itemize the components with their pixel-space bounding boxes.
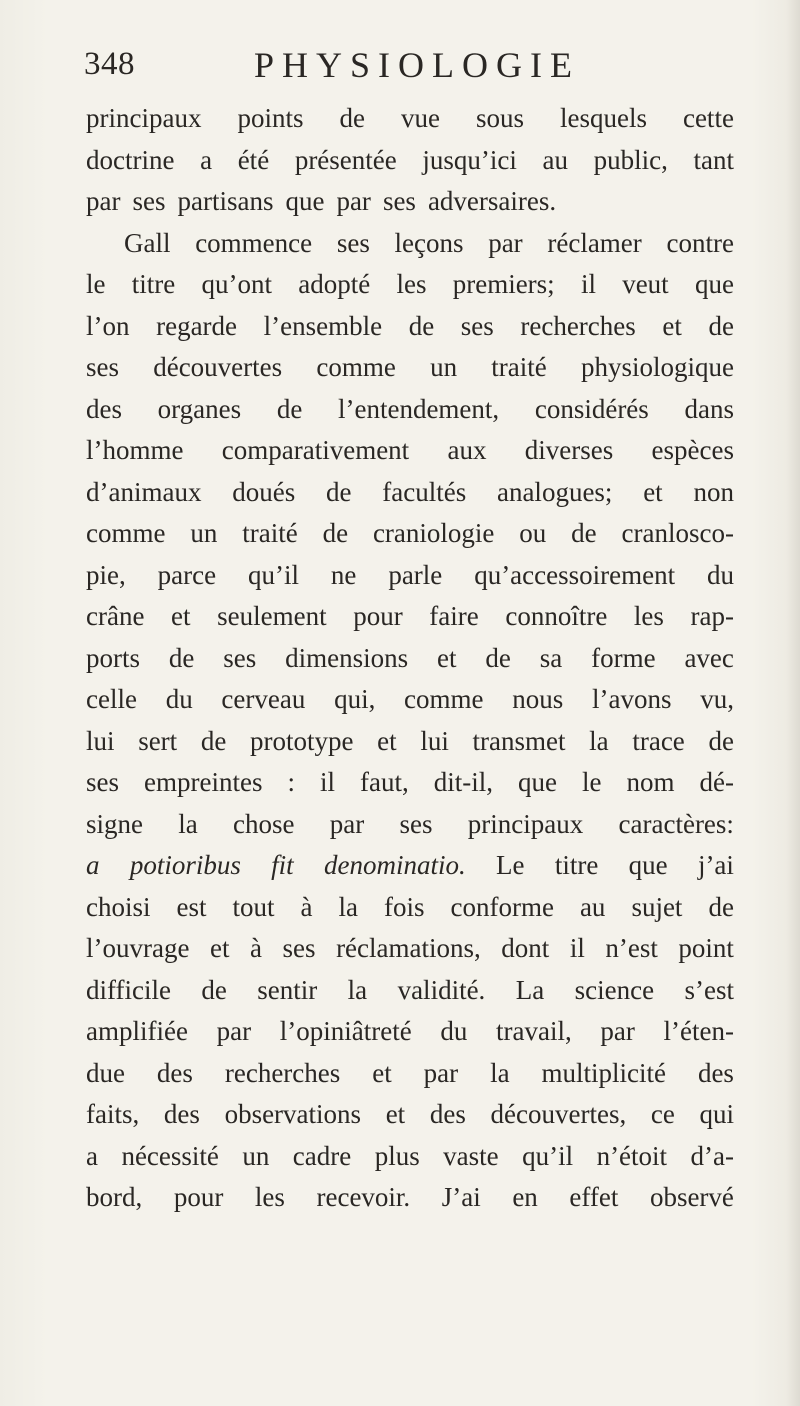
word: un: [430, 352, 458, 382]
word: par: [600, 1016, 635, 1046]
text-line: [86, 845, 734, 887]
word: et: [385, 1099, 406, 1129]
word: amplifiée: [86, 1016, 188, 1046]
word: effet: [569, 1182, 619, 1212]
word: ses: [132, 186, 166, 216]
word: un: [190, 518, 218, 548]
word: multiplicité: [541, 1057, 666, 1088]
word: vue: [400, 103, 440, 133]
text-line: [86, 1094, 734, 1136]
word: il: [569, 933, 585, 963]
word: seulement: [217, 601, 327, 631]
word: connoître: [505, 601, 608, 631]
word: pour: [353, 601, 403, 631]
word: vu,: [700, 684, 734, 714]
word: des: [163, 1099, 200, 1129]
word: de: [322, 518, 349, 548]
word: l’ouvrage: [86, 933, 190, 963]
word: le: [86, 269, 106, 299]
text-line: [86, 1177, 734, 1219]
word: recevoir.: [316, 1182, 411, 1212]
body-text: [86, 98, 734, 1219]
page-edge-shadow: [786, 0, 800, 1406]
word: prototype: [250, 725, 354, 756]
word: plus: [374, 1140, 420, 1171]
word: lesquels: [559, 103, 647, 133]
word: sert: [138, 725, 178, 756]
word: de: [571, 518, 597, 548]
word: découvertes,: [490, 1099, 627, 1129]
word: des: [697, 1057, 734, 1088]
word: du: [440, 1016, 468, 1046]
word: doués: [232, 476, 296, 507]
word: n’étoit: [596, 1140, 668, 1171]
word: contre: [666, 227, 734, 258]
word: analogues;: [496, 476, 613, 507]
word: dans: [684, 393, 734, 424]
word: est: [176, 891, 207, 922]
word: ports: [86, 642, 140, 673]
word: cerveau: [221, 684, 306, 714]
word: que: [285, 186, 325, 216]
word: à: [250, 933, 262, 963]
word: et: [372, 1057, 392, 1088]
text-line: [86, 306, 734, 348]
word: veut: [622, 269, 669, 299]
word: observé: [649, 1182, 734, 1212]
word: l’éten-: [663, 1016, 734, 1046]
text-line: [86, 472, 734, 514]
word: du: [707, 559, 734, 590]
word: La: [515, 974, 545, 1005]
word: par: [488, 227, 523, 258]
word: conforme: [450, 891, 554, 922]
word: ses: [336, 227, 370, 258]
word: d’a-: [690, 1140, 734, 1171]
word: espèces: [651, 435, 734, 465]
text-line: [86, 264, 734, 306]
word: ses: [399, 808, 433, 839]
text-line: [86, 721, 734, 763]
word: qui,: [334, 684, 376, 714]
word: la: [178, 808, 198, 839]
word: cadre: [292, 1140, 352, 1171]
word: J’ai: [441, 1182, 481, 1212]
word: a: [200, 144, 213, 175]
word: j’ai: [697, 850, 734, 880]
word: et: [662, 310, 682, 341]
word: l’opiniâtreté: [279, 1016, 412, 1046]
word: qu’ont: [201, 269, 272, 299]
word: dimensions: [285, 642, 409, 673]
word: au: [579, 891, 606, 922]
word: comme: [316, 352, 396, 382]
word: vaste: [443, 1140, 499, 1171]
word: partisans: [177, 186, 274, 216]
word: trace: [632, 725, 685, 756]
text-line: [86, 804, 734, 846]
word: parle: [388, 559, 443, 590]
word: et: [171, 601, 191, 631]
word: de: [485, 642, 511, 673]
text-line: [86, 970, 734, 1012]
word: pour: [173, 1182, 224, 1212]
word: cranlosco-: [621, 518, 734, 548]
text-line: [86, 762, 734, 804]
word: réclamations,: [336, 933, 481, 963]
word: l’on: [86, 310, 130, 341]
word: traité: [491, 352, 547, 382]
word: ses: [86, 352, 119, 382]
word: qui: [699, 1099, 734, 1129]
text-line: [86, 596, 734, 638]
word: principaux: [86, 103, 202, 133]
word: par: [216, 1016, 252, 1046]
word: ne: [330, 559, 357, 590]
word: faut,: [360, 767, 409, 797]
word: qu’il: [248, 559, 300, 590]
word: à: [300, 891, 313, 922]
word: non: [693, 476, 734, 507]
word: craniologie: [372, 518, 495, 548]
word: tout: [232, 891, 275, 922]
word: tant: [693, 144, 734, 175]
word: de: [708, 310, 734, 341]
word: physiologique: [580, 352, 734, 382]
word: due: [86, 1057, 125, 1088]
word: denominatio.: [323, 850, 466, 880]
word: par: [336, 186, 371, 216]
word: :: [287, 767, 295, 797]
word: faits,: [86, 1099, 140, 1129]
word: bord,: [86, 1182, 143, 1212]
word: a: [86, 1140, 98, 1171]
word: qu’accessoirement: [474, 559, 676, 590]
word: sa: [539, 642, 563, 673]
word: que: [628, 850, 668, 880]
word: découvertes: [153, 352, 283, 382]
word: et: [209, 933, 230, 963]
word: regarde: [156, 310, 238, 341]
page-number: 348: [84, 46, 135, 82]
word: ce: [650, 1099, 675, 1129]
word: et: [643, 476, 663, 507]
word: dit-il,: [433, 767, 493, 797]
word: diverses: [524, 435, 614, 465]
text-line: [86, 638, 734, 680]
word: fois: [384, 891, 425, 922]
word: transmet: [472, 725, 566, 756]
word: empreintes: [144, 767, 263, 797]
word: des: [156, 1057, 193, 1088]
text-line: [86, 140, 734, 182]
text-line: [86, 98, 734, 140]
word: en: [512, 1182, 538, 1212]
text-line: [86, 430, 734, 472]
word: lui: [86, 725, 115, 756]
word: dont: [501, 933, 550, 963]
word: de: [276, 393, 303, 424]
word: pie,: [86, 559, 126, 590]
word: l’ensemble: [263, 310, 383, 341]
word: nous: [512, 684, 564, 714]
word: ou: [519, 518, 547, 548]
word: choisi: [86, 891, 151, 922]
word: nom: [626, 767, 675, 797]
word: adopté: [298, 269, 371, 299]
word: chose: [233, 808, 295, 839]
word: été: [237, 144, 270, 175]
word: premiers;: [452, 269, 555, 299]
word: ses: [382, 186, 416, 216]
word: n’est: [605, 933, 658, 963]
word: crâne: [86, 601, 145, 631]
word: recherches: [520, 310, 636, 341]
text-line: [86, 887, 734, 929]
word: parce: [157, 559, 217, 590]
word: de: [326, 476, 352, 507]
word: la: [589, 725, 609, 756]
word: par: [423, 1057, 459, 1088]
word: un: [242, 1140, 270, 1171]
word: ses: [223, 642, 257, 673]
word: de: [339, 103, 365, 133]
word: points: [237, 103, 304, 133]
word: l’homme: [86, 435, 184, 465]
word: l’avons: [591, 684, 672, 714]
word: difficile: [86, 974, 171, 1005]
word: principaux: [467, 808, 584, 839]
word: de: [200, 725, 227, 756]
word: les: [633, 601, 664, 631]
text-line: [86, 555, 734, 597]
word: public,: [593, 144, 668, 175]
text-line: [86, 181, 734, 223]
word: l’entendement,: [337, 393, 500, 424]
word: point: [678, 933, 734, 963]
word: jusqu’ici: [422, 144, 517, 175]
word: la: [347, 974, 368, 1005]
word: les: [396, 269, 427, 299]
word: a: [86, 850, 100, 880]
text-line: [86, 513, 734, 555]
word: leçons: [394, 227, 464, 258]
word: ses: [282, 933, 316, 963]
word: facultés: [382, 476, 467, 507]
page-header: [84, 40, 724, 90]
word: ses: [460, 310, 494, 341]
text-line: [86, 1011, 734, 1053]
word: des: [86, 393, 122, 424]
word: réclamer: [547, 227, 642, 258]
word: rap-: [690, 601, 734, 631]
word: s’est: [684, 974, 734, 1005]
word: faire: [429, 601, 479, 631]
word: science: [574, 974, 655, 1005]
text-line: [86, 223, 734, 265]
running-head: PHYSIOLOGIE: [254, 45, 580, 85]
text-line: [86, 928, 734, 970]
word: sous: [475, 103, 524, 133]
word: considérés: [534, 393, 649, 424]
word: travail,: [496, 1016, 572, 1046]
word: organes: [157, 393, 242, 424]
word: sentir: [257, 974, 318, 1005]
word: observations: [224, 1099, 362, 1129]
word: présentée: [294, 144, 397, 175]
word: celle: [86, 684, 137, 714]
text-line: [86, 389, 734, 431]
text-line: [86, 679, 734, 721]
word: et: [437, 642, 457, 673]
word: que: [517, 767, 557, 797]
word: les: [254, 1182, 285, 1212]
word: de: [408, 310, 435, 341]
word: la: [338, 891, 358, 922]
word: comme: [86, 518, 166, 548]
text-line: [86, 1136, 734, 1178]
text-line: [86, 347, 734, 389]
word: aux: [447, 435, 487, 465]
word: doctrine: [86, 144, 175, 175]
word: recherches: [224, 1057, 341, 1088]
word: par: [329, 808, 365, 839]
word: avec: [684, 642, 734, 673]
word: traité: [242, 518, 298, 548]
word: de: [708, 725, 734, 756]
word: sujet: [631, 891, 683, 922]
word: caractères:: [618, 808, 734, 839]
word: des: [429, 1099, 466, 1129]
word: et: [377, 725, 397, 756]
word: titre: [554, 850, 599, 880]
word: ses: [86, 767, 119, 797]
word: Gall: [124, 227, 171, 258]
word: Le: [496, 850, 525, 880]
word: dé-: [699, 767, 734, 797]
word: de: [708, 891, 734, 922]
word: par: [86, 186, 121, 216]
word: de: [201, 974, 227, 1005]
word: potioribus: [129, 850, 241, 880]
word: cette: [682, 103, 734, 133]
text-line: [86, 1053, 734, 1095]
word: adversaires.: [427, 186, 557, 216]
word: validité.: [397, 974, 486, 1005]
word: fit: [271, 850, 294, 880]
word: lui: [420, 725, 449, 756]
word: il: [580, 269, 596, 299]
word: qu’il: [522, 1140, 574, 1171]
word: commence: [195, 227, 313, 258]
word: titre: [131, 269, 176, 299]
word: comparativement: [221, 435, 410, 465]
word: il: [319, 767, 335, 797]
word: la: [490, 1057, 510, 1088]
word: de: [168, 642, 195, 673]
word: comme: [404, 684, 484, 714]
word: le: [581, 767, 602, 797]
word: nécessité: [121, 1140, 219, 1171]
word: au: [542, 144, 568, 175]
word: du: [165, 684, 193, 714]
word: d’animaux: [86, 476, 202, 507]
word: forme: [591, 642, 656, 673]
word: signe: [86, 808, 143, 839]
word: que: [694, 269, 734, 299]
